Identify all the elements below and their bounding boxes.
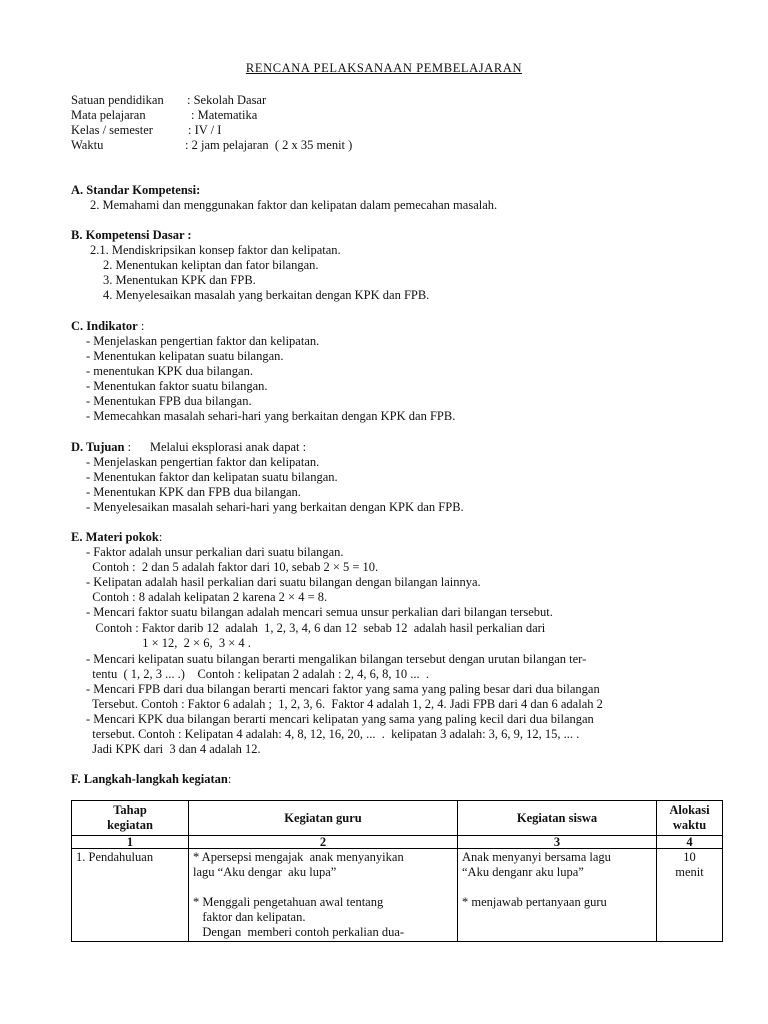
identity-label: Satuan pendidikan [71,93,164,107]
header-stage-line: Tahap [113,803,147,817]
section-e-line: - Kelipatan adalah hasil perkalian dari suatu bilangan dengan bilangan lainnya. [86,575,481,589]
section-d-item: - Menjelaskan pengertian faktor dan kelipatan. [86,455,320,469]
section-e-line: Jadi KPK dari 3 dan 4 adalah 12. [86,742,261,756]
section-c-item: - menentukan KPK dua bilangan. [86,364,253,378]
section-e-line: - Mencari kelipatan suatu bilangan berarti mengalikan bilangan tersebut dengan urutan bilangan ter- [86,652,587,666]
section-d-item: - Menyelesaikan masalah sehari-hari yang berkaitan dengan KPK dan FPB. [86,500,464,514]
section-b-item: 4. Menyelesaikan masalah yang berkaitan dengan KPK dan FPB. [103,288,430,302]
student-line: * menjawab pertanyaan guru [462,895,607,909]
table-header-row [72,801,723,836]
student-activity-cell [458,849,657,942]
section-c-item: - Menentukan faktor suatu bilangan. [86,379,268,393]
section-c-item: - Menentukan kelipatan suatu bilangan. [86,349,284,363]
identity-value: : 2 jam pelajaran ( 2 x 35 menit ) [185,138,353,152]
section-e-line: tersebut. Contoh : Kelipatan 4 adalah: 4, 8, 12, 16, 20, ... . kelipatan 3 adalah: 3, 6, 9, 12, 15, ... . [86,727,580,741]
header-time-line: waktu [672,818,707,832]
column-number: 4 [657,836,723,849]
section-e-line: - Mencari faktor suatu bilangan adalah mencari semua unsur perkalian dari bilangan tersebut. [86,605,553,619]
section-f-suffix: : [227,772,232,786]
section-e-line: Contoh : 8 adalah kelipatan 2 karena 2 × 4 = 8. [86,590,328,604]
header-teacher-activity [189,801,458,836]
identity-label: Kelas / semester [71,123,153,137]
student-line [462,880,652,895]
section-f-heading-row [71,772,231,787]
section-e-suffix: : [158,530,163,544]
activity-table [71,800,723,942]
time-line: menit [675,865,704,879]
section-c-heading-row [71,319,144,334]
section-e-line: Contoh : Faktor darib 12 adalah 1, 2, 3, 4, 6 dan 12 sebab 12 adalah hasil perkalian dari [86,621,546,635]
time-line: 10 [683,850,696,864]
section-e-line: - Mencari FPB dari dua bilangan berarti mencari faktor yang sama yang paling besar dari dua bilangan [86,682,600,696]
section-a-item: 2. Memahami dan menggunakan faktor dan kelipatan dalam pemecahan masalah. [90,198,498,212]
section-d-heading-row [71,440,306,455]
section-b-item: 3. Menentukan KPK dan FPB. [103,273,256,287]
stage-cell [72,849,189,942]
teacher-line: * Apersepsi mengajak anak menyanyikan [193,850,404,864]
section-c-item: - Menentukan FPB dua bilangan. [86,394,252,408]
table-number-row [72,836,723,849]
header-student-line: Kegiatan siswa [516,810,598,825]
identity-value: : Sekolah Dasar [187,93,267,107]
stage-label: 1. Pendahuluan [76,850,154,864]
header-time [657,801,723,836]
section-c-item: - Memecahkan masalah sehari-hari yang berkaitan dengan KPK dan FPB. [86,409,456,423]
section-b-item: 2.1. Mendiskripsikan konsep faktor dan kelipatan. [90,243,341,257]
section-e-heading-row [71,530,162,545]
identity-value: : Matematika [191,108,258,122]
identity-label: Waktu [71,138,104,152]
student-line: Anak menyanyi bersama lagu [462,850,611,864]
section-e-line: - Faktor adalah unsur perkalian dari suatu bilangan. [86,545,344,559]
column-number: 1 [72,836,189,849]
column-number: 3 [458,836,657,849]
section-d-item: - Menentukan faktor dan kelipatan suatu bilangan. [86,470,338,484]
teacher-line: faktor dan kelipatan. [193,910,306,924]
section-a-heading: A. Standar Kompetensi: [71,183,201,197]
header-student-activity [458,801,657,836]
header-stage-line: kegiatan [107,818,153,832]
table-row [72,849,723,942]
section-f-heading: F. Langkah-langkah kegiatan [71,772,228,786]
time-cell [657,849,723,942]
section-c-item: - Menjelaskan pengertian faktor dan kelipatan. [86,334,320,348]
document-title: RENCANA PELAKSANAAN PEMBELAJARAN [245,61,523,75]
section-d-suffix: : Melalui eksplorasi anak dapat : [124,440,307,454]
teacher-activity-cell [189,849,458,942]
teacher-line: lagu “Aku dengar aku lupa” [193,865,337,879]
header-teacher-line: Kegiatan guru [284,810,362,825]
section-e-line: - Mencari KPK dua bilangan berarti mencari kelipatan yang sama yang paling kecil dari dua bilangan [86,712,594,726]
teacher-line: Dengan memberi contoh perkalian dua- [193,925,405,939]
section-b-item: 2. Menentukan keliptan dan fator bilangan. [103,258,319,272]
section-e-line: tentu ( 1, 2, 3 ... .) Contoh : kelipatan 2 adalah : 2, 4, 6, 8, 10 ... . [86,667,430,681]
header-time-line: Alokasi [669,803,710,817]
identity-value: : IV / I [188,123,222,137]
section-e-line: Tersebut. Contoh : Faktor 6 adalah ; 1, 2, 3, 6. Faktor 4 adalah 1, 2, 4. Jadi FPB dari 4 dan 6 adalah 2 [86,697,603,711]
section-e-line: Contoh : 2 dan 5 adalah faktor dari 10, sebab 2 × 5 = 10. [86,560,379,574]
identity-label: Mata pelajaran [71,108,146,122]
section-b-heading: B. Kompetensi Dasar : [71,228,192,242]
section-e-line: 1 × 12, 2 × 6, 3 × 4 . [86,636,251,650]
column-number: 2 [189,836,458,849]
section-c-suffix: : [137,319,145,333]
teacher-line [193,880,453,895]
header-stage [72,801,189,836]
section-e-heading: E. Materi pokok [71,530,159,544]
student-line: “Aku denganr aku lupa” [462,865,584,879]
section-d-heading: D. Tujuan [71,440,125,454]
teacher-line: * Menggali pengetahuan awal tentang [193,895,384,909]
section-c-heading: C. Indikator [71,319,138,333]
section-d-item: - Menentukan KPK dan FPB dua bilangan. [86,485,301,499]
